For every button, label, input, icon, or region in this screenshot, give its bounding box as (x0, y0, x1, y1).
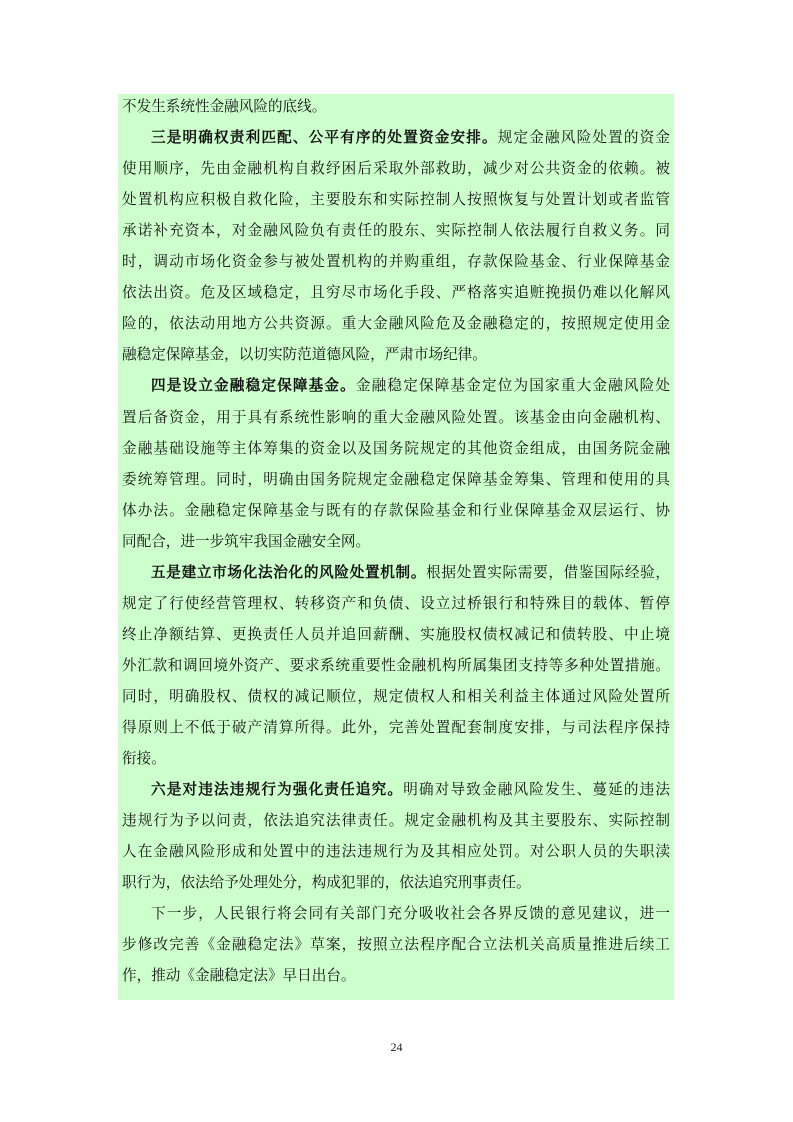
body-text: 融稳定保障基金，以切实防范道德风险，严肃市场纪律。 (122, 346, 487, 364)
body-text: 终止净额结算、更换责任人员并追回薪酬、实施股权债权减记和债转股、中止境 (122, 625, 670, 643)
text-line (122, 189, 670, 211)
body-text: 规定金融风险处置的资金 (497, 129, 670, 147)
bold-heading-text: 四是设立金融稳定保障基金。 (151, 377, 356, 395)
page-number: 24 (390, 1040, 403, 1054)
text-line (122, 593, 670, 615)
body-text: 外汇款和调回境外资产、要求系统重要性金融机构所属集团支持等多种处置措施。 (122, 656, 670, 674)
text-line (122, 407, 670, 429)
text-line (122, 624, 670, 646)
body-text: 不发生系统性金融风险的底线。 (122, 98, 327, 115)
text-line (122, 655, 670, 677)
body-text: 职行为，依法给予处理处分，构成犯罪的，依法追究刑事责任。 (122, 874, 531, 892)
body-text: 作，推动《金融稳定法》早日出台。 (122, 967, 356, 985)
text-line (122, 748, 670, 770)
body-text: 同配合，进一步筑牢我国金融安全网。 (122, 532, 371, 550)
text-line (122, 872, 670, 894)
text-line (122, 531, 670, 553)
body-text: 时，调动市场化资金参与被处置机构的并购重组，存款保险基金、行业保障基金 (122, 253, 670, 271)
body-text: 金融稳定保障基金定位为国家重大金融风险处 (355, 377, 670, 395)
text-line (151, 375, 670, 397)
text-line (122, 469, 670, 491)
text-line (122, 313, 670, 335)
text-line (122, 220, 670, 242)
body-text: 衔接。 (122, 750, 166, 768)
text-line (122, 500, 670, 522)
body-text: 下一步，人民银行将会同有关部门充分吸收社会各界反馈的意见建议，进一 (151, 905, 670, 923)
body-text: 人在金融风险形成和处置中的违法违规行为及其相应处罚。对公职人员的失职渎 (122, 843, 670, 861)
body-text: 体办法。金融稳定保障基金与既有的存款保险基金和行业保障基金双层运行、协 (122, 501, 670, 519)
body-text: 违规行为予以问责，依法追究法律责任。规定金融机构及其主要股东、实际控制 (122, 812, 670, 830)
body-text: 金融基础设施等主体筹集的资金以及国务院规定的其他资金组成，由国务院金融 (122, 439, 670, 457)
text-line (151, 127, 670, 149)
text-line (151, 562, 670, 584)
body-text: 使用顺序，先由金融机构自救纾困后采取外部救助，减少对公共资金的依赖。被 (122, 160, 670, 178)
text-line (122, 282, 670, 304)
text-line (122, 717, 670, 739)
text-line (122, 251, 670, 273)
body-text: 置后备资金，用于具有系统性影响的重大金融风险处置。该基金由向金融机构、 (122, 408, 670, 426)
bold-heading-text: 六是对违法违规行为强化责任追究。 (151, 781, 404, 799)
text-line (122, 810, 670, 832)
body-text: 依法出资。危及区域稳定，且穷尽市场化手段、严格落实追赃挽损仍难以化解风 (122, 284, 670, 302)
bold-heading-text: 五是建立市场化法治化的风险处置机制。 (151, 563, 427, 581)
body-text: 得原则上不低于破产清算所得。此外，完善处置配套制度安排，与司法程序保持 (122, 719, 670, 736)
body-text: 规定了行使经营管理权、转移资产和负债、设立过桥银行和特殊目的载体、暂停 (122, 594, 670, 612)
body-text: 委统筹管理。同时，明确由国务院规定金融稳定保障基金筹集、管理和使用的具 (122, 470, 670, 488)
text-line (122, 96, 670, 118)
highlighted-text-block (118, 94, 674, 1000)
text-line (122, 841, 670, 863)
text-line (122, 438, 670, 460)
body-text: 明确对导致金融风险发生、蔓延的违法 (403, 781, 670, 799)
text-line (122, 965, 670, 987)
text-line (151, 779, 670, 801)
body-text: 根据处置实际需要，借鉴国际经验， (426, 563, 670, 581)
text-line (122, 934, 670, 956)
text-line (122, 686, 670, 708)
text-line (151, 903, 670, 925)
text-line (122, 158, 670, 180)
bold-heading-text: 三是明确权责利匹配、公平有序的处置资金安排。 (151, 129, 498, 147)
body-text: 险的，依法动用地方公共资源。重大金融风险危及金融稳定的，按照规定使用金 (122, 315, 670, 333)
body-text: 承诺补充资本，对金融风险负有责任的股东、实际控制人依法履行自救义务。同 (122, 222, 670, 240)
body-text: 处置机构应积极自救化险，主要股东和实际控制人按照恢复与处置计划或者监管 (122, 191, 670, 209)
text-line (122, 344, 670, 366)
body-text: 步修改完善《金融稳定法》草案，按照立法程序配合立法机关高质量推进后续工 (122, 936, 670, 954)
body-text: 同时，明确股权、债权的减记顺位，规定债权人和相关利益主体通过风险处置所 (122, 687, 670, 705)
